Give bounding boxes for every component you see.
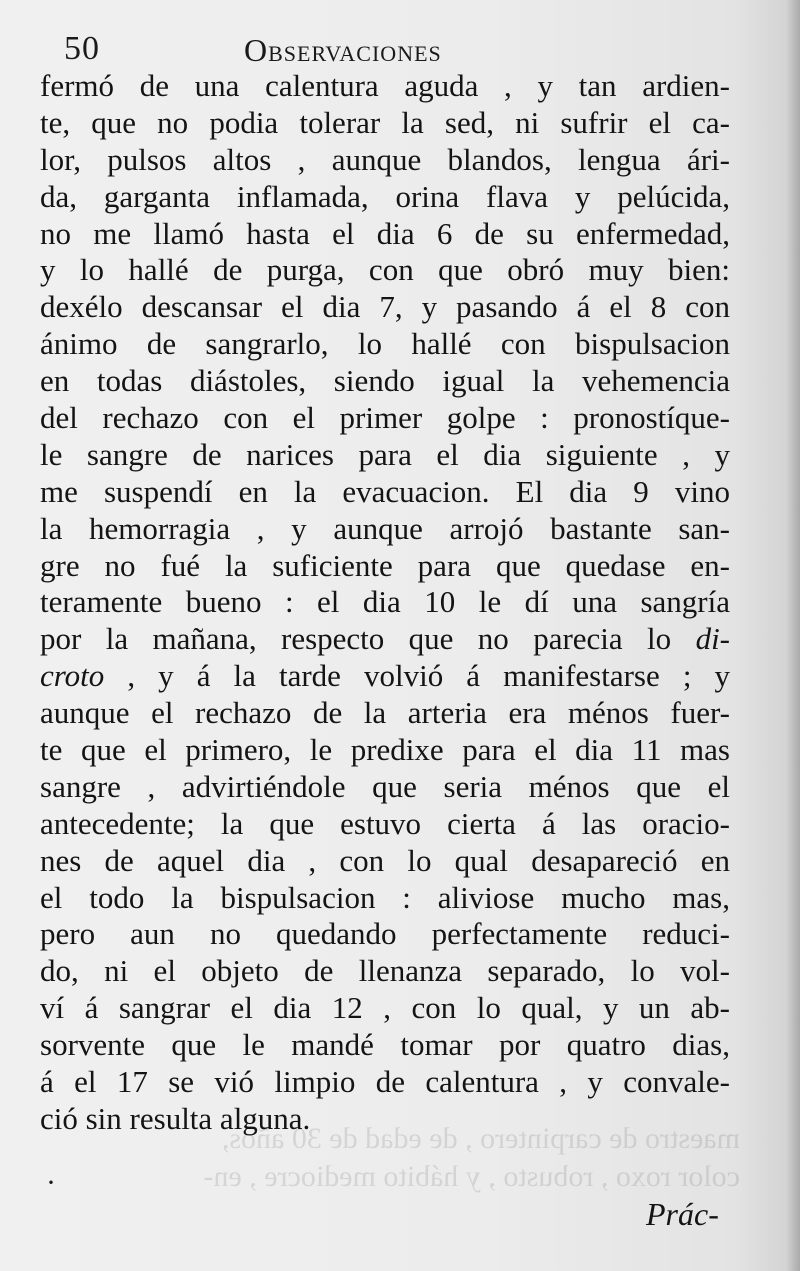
text-line-roman: , y á la tarde volvió á manifestarse ; y (104, 658, 730, 694)
text-line-roman: sorvente que le mandé tomar por quatro dias, (40, 1027, 730, 1063)
text-line (40, 843, 730, 880)
text-line (40, 548, 730, 585)
text-line (40, 732, 730, 769)
text-line (40, 990, 730, 1027)
text-line (40, 474, 730, 511)
text-line (40, 621, 730, 658)
text-line-roman: da, garganta inflamada, orina flava y pelúcida, (40, 178, 730, 214)
page-edge-shadow (786, 0, 800, 1271)
text-line (40, 437, 730, 474)
text-line-roman: le sangre de narices para el dia siguiente , y (40, 436, 730, 472)
text-line (40, 1064, 730, 1101)
text-line-roman: dexélo descansar el dia 7, y pasando á el 8 con (40, 289, 730, 325)
text-line-roman: pero aun no quedando perfectamente reduci- (40, 916, 730, 952)
text-line (40, 363, 730, 400)
text-line (40, 289, 730, 326)
text-line-roman: me suspendí en la evacuacion. El dia 9 vino (40, 473, 730, 509)
text-line (40, 695, 730, 732)
text-line-roman: del rechazo con el primer golpe : pronostíque- (40, 400, 730, 436)
text-line-roman: por la mañana, respecto que no parecia lo (40, 621, 696, 657)
text-line (40, 953, 730, 990)
text-line-roman: á el 17 se vió limpio de calentura , y convale- (40, 1064, 730, 1100)
text-line-roman: el todo la bispulsacion : aliviose mucho mas, (40, 879, 730, 915)
text-line (40, 658, 730, 695)
text-line (40, 806, 730, 843)
text-line (40, 179, 730, 216)
text-line-roman: en todas diástoles, siendo igual la vehemencia (40, 363, 730, 399)
bleed-through-text-2: color roxo , robusto , y hábito mediocre , en- (203, 1160, 740, 1193)
running-head: Observaciones (244, 32, 442, 68)
text-line (40, 769, 730, 806)
body-text (40, 68, 730, 1138)
margin-dot: · (46, 1166, 56, 1199)
text-line-roman: do, ni el objeto de llenanza separado, lo vol- (40, 953, 730, 989)
text-line-roman: fermó de una calentura aguda , y tan ardien- (40, 68, 730, 103)
text-line-roman: antecedente; la que estuvo cierta á las oracio- (40, 805, 730, 841)
text-line (40, 142, 730, 179)
text-line-roman: ví á sangrar el dia 12 , con lo qual, y un ab- (40, 990, 730, 1026)
text-line-italic: di- (695, 621, 730, 657)
bleed-through-text-1: maestro de carpintero , de edad de 30 años, (221, 1122, 740, 1155)
text-line (40, 252, 730, 289)
text-line-roman: te, que no podia tolerar la sed, ni sufrir el ca- (40, 104, 730, 140)
text-line-roman: lor, pulsos altos , aunque blandos, lengua ári- (40, 141, 730, 177)
text-line-italic: croto (40, 658, 105, 694)
text-line (40, 68, 730, 105)
text-line-roman: ció sin resulta alguna. (40, 1100, 311, 1136)
text-line-roman: ánimo de sangrarlo, lo hallé con bispulsacion (40, 326, 730, 362)
text-line (40, 584, 730, 621)
text-line (40, 880, 730, 917)
text-line (40, 511, 730, 548)
catchword: Prác- (646, 1196, 719, 1232)
text-line-roman: teramente bueno : el dia 10 le dí una sangría (40, 584, 730, 620)
text-line (40, 105, 730, 142)
text-line-roman: la hemorragia , y aunque arrojó bastante san- (40, 510, 730, 546)
text-line-roman: sangre , advirtiéndole que seria ménos que el (40, 768, 730, 804)
page-number: 50 (64, 30, 100, 67)
text-line-roman: te que el primero, le predixe para el dia 11 mas (40, 732, 730, 768)
text-line (40, 1027, 730, 1064)
text-line-roman: nes de aquel dia , con lo qual desapareció en (40, 842, 730, 878)
text-line-roman: gre no fué la suficiente para que quedase en- (40, 547, 730, 583)
page-header (64, 28, 664, 68)
text-line-roman: y lo hallé de purga, con que obró muy bien: (40, 252, 730, 288)
text-line-roman: no me llamó hasta el dia 6 de su enfermedad, (40, 215, 730, 251)
text-line (40, 326, 730, 363)
text-line (40, 916, 730, 953)
text-line (40, 216, 730, 253)
text-line (40, 400, 730, 437)
text-line (40, 1101, 730, 1138)
text-line-roman: aunque el rechazo de la arteria era ménos fuer- (40, 695, 730, 731)
